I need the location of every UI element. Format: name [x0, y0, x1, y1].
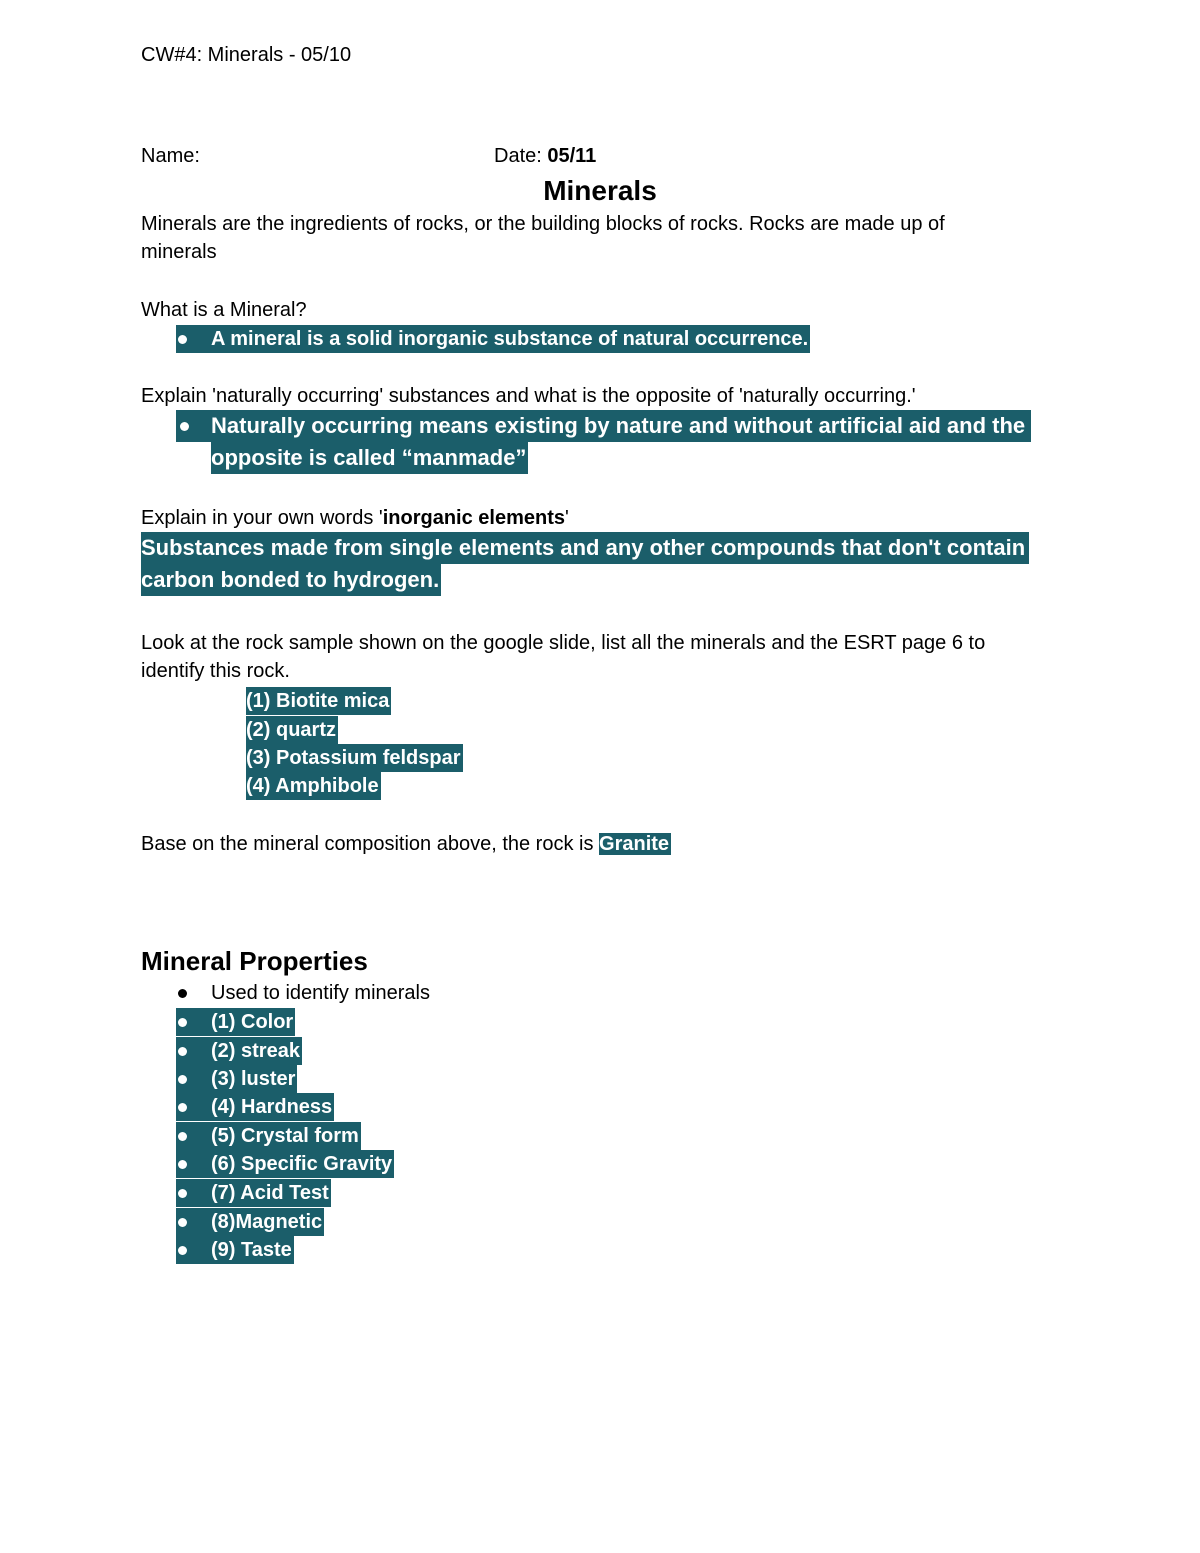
- property-item: [176, 1179, 331, 1207]
- property-item: [176, 1037, 302, 1065]
- property-label: (1) Color: [211, 1011, 294, 1033]
- bullet-icon: [178, 1246, 187, 1255]
- bullet-icon: [178, 1189, 187, 1198]
- property-label: (8)Magnetic: [211, 1211, 323, 1233]
- bullet-icon: [178, 1018, 187, 1027]
- property-item: [176, 1093, 334, 1121]
- rock-conclusion: [141, 830, 671, 858]
- property-item: [176, 1150, 394, 1178]
- answer-what-is-mineral: [176, 325, 810, 353]
- page-title: Minerals: [543, 175, 657, 206]
- property-item: [176, 1065, 297, 1093]
- mineral-list-item: (2) quartz: [246, 716, 338, 744]
- mineral-list-item: (3) Potassium feldspar: [246, 744, 463, 772]
- question-bold-term: inorganic elements: [382, 507, 565, 529]
- question-rock-sample-line-1: Look at the rock sample shown on the google slide, list all the minerals and the ESRT page 6 to: [141, 632, 986, 654]
- mineral-list-item: (4) Amphibole: [246, 772, 381, 800]
- rock-answer: Granite: [599, 833, 670, 855]
- question-what-is-mineral: What is a Mineral?: [141, 299, 307, 321]
- date-label: Date:: [494, 145, 548, 167]
- properties-heading: Mineral Properties: [141, 946, 368, 976]
- property-item: [176, 1208, 324, 1236]
- bullet-icon: [180, 422, 189, 431]
- bullet-icon: [178, 1218, 187, 1227]
- property-label: (6) Specific Gravity: [211, 1153, 393, 1175]
- property-item: [176, 1008, 295, 1036]
- question-inorganic-elements: [141, 504, 569, 532]
- property-label: (9) Taste: [211, 1239, 292, 1261]
- property-label: (7) Acid Test: [211, 1182, 329, 1204]
- answer-line-2: opposite is called “manmade”: [211, 442, 528, 474]
- question-prefix: Explain in your own words ': [141, 507, 383, 529]
- property-label: (4) Hardness: [211, 1096, 333, 1118]
- name-label: Name:: [141, 145, 200, 167]
- bullet-icon: [178, 1160, 187, 1169]
- answer-inorganic-line-2: carbon bonded to hydrogen.: [141, 564, 441, 596]
- bullet-icon: [178, 1047, 187, 1056]
- properties-intro-text: Used to identify minerals: [211, 982, 430, 1004]
- property-label: (3) luster: [211, 1068, 296, 1090]
- mineral-list-item: (1) Biotite mica: [246, 687, 391, 715]
- bullet-icon: [178, 1103, 187, 1112]
- intro-line-1: Minerals are the ingredients of rocks, or the building blocks of rocks. Rocks are made up of: [141, 213, 945, 235]
- date-value: 05/11: [547, 145, 597, 167]
- property-item: [176, 1236, 294, 1264]
- answer-line-1: Naturally occurring means existing by nature and without artificial aid and the: [211, 413, 1026, 438]
- properties-intro: [176, 979, 576, 1007]
- bullet-icon: [178, 1132, 187, 1141]
- rock-conclusion-prefix: Base on the mineral composition above, the rock is: [141, 833, 600, 855]
- question-rock-sample-line-2: identify this rock.: [141, 660, 290, 682]
- property-label: (2) streak: [211, 1040, 300, 1062]
- answer-inorganic-line-1: Substances made from single elements and any other compounds that don't contain: [141, 532, 1029, 564]
- date-line: [494, 142, 596, 170]
- intro-line-2: minerals: [141, 241, 217, 263]
- bullet-icon: [178, 335, 187, 344]
- answer-text: A mineral is a solid inorganic substance of natural occurrence.: [211, 328, 809, 350]
- question-suffix: ': [565, 507, 569, 529]
- bullet-icon: [178, 989, 187, 998]
- page-header: CW#4: Minerals - 05/10: [141, 44, 352, 66]
- question-naturally-occurring: Explain 'naturally occurring' substances and what is the opposite of 'naturally occurring.': [141, 385, 916, 407]
- property-label: (5) Crystal form: [211, 1125, 359, 1147]
- bullet-icon: [178, 1075, 187, 1084]
- property-item: [176, 1122, 361, 1150]
- answer-naturally-occurring: [176, 410, 1036, 474]
